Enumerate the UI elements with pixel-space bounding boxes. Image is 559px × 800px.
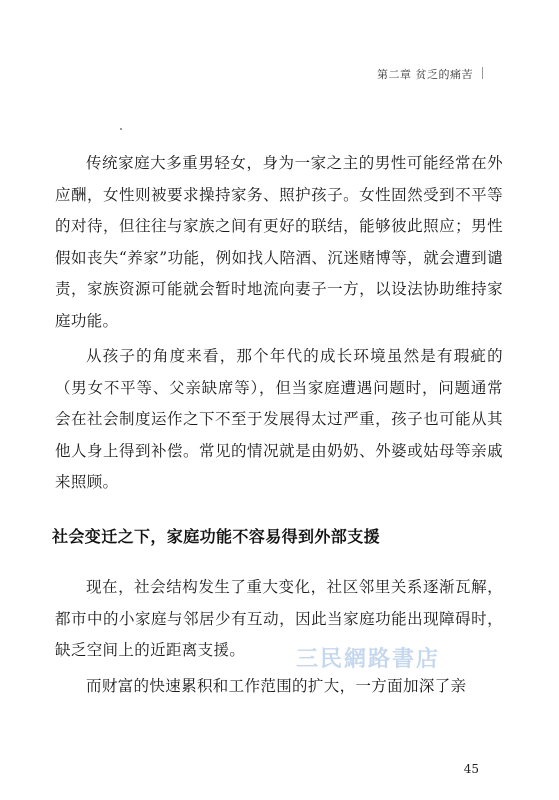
body-text-top — [55, 148, 503, 503]
section-heading: 社会变迁之下，家庭功能不容易得到外部支援 — [52, 527, 381, 546]
paragraph-wealth-accumulation: 而财富的快速累积和工作范围的扩大，一方面加深了亲 — [86, 676, 467, 695]
paragraph-traditional-family: 传统家庭大多重男轻女，身为一家之主的男性可能经常在外应酬，女性则被要求操持家务、照护孩子。女性固然受到不平等的对待，但往往与家族之间有更好的联结，能够彼此照应；男性假如丧失“养家”功能，例如找人陪酒、沉迷赌博等，就会遭到谴责，家族资源可能就会暂时地流向妻子一方，以设法协助维持家庭功能。 — [55, 154, 503, 330]
paragraph-social-change: 现在，社会结构发生了重大变化，社区邻里关系逐渐瓦解，都市中的小家庭与邻居少有互动，因此当家庭功能出现障碍时，缺乏空间上的近距离支援。 — [55, 578, 503, 659]
page-number: 45 — [463, 762, 479, 776]
running-head-title: 第二章 贫乏的痛苦 — [377, 68, 473, 81]
body-text-bottom — [55, 572, 503, 706]
scan-speck — [120, 128, 122, 130]
paragraph-child-perspective: 从孩子的角度来看，那个年代的成长环境虽然是有瑕疵的（男女不平等、父亲缺席等），但当家庭遭遇问题时，问题通常会在社会制度运作之下不至于发展得太过严重，孩子也可能从其他人身上得到补偿。常见的情况就是由奶奶、外婆或姑母等亲戚来照顾。 — [55, 347, 503, 491]
running-head-divider — [482, 67, 483, 79]
bookstore-watermark: 三民網路書店 — [296, 646, 441, 672]
